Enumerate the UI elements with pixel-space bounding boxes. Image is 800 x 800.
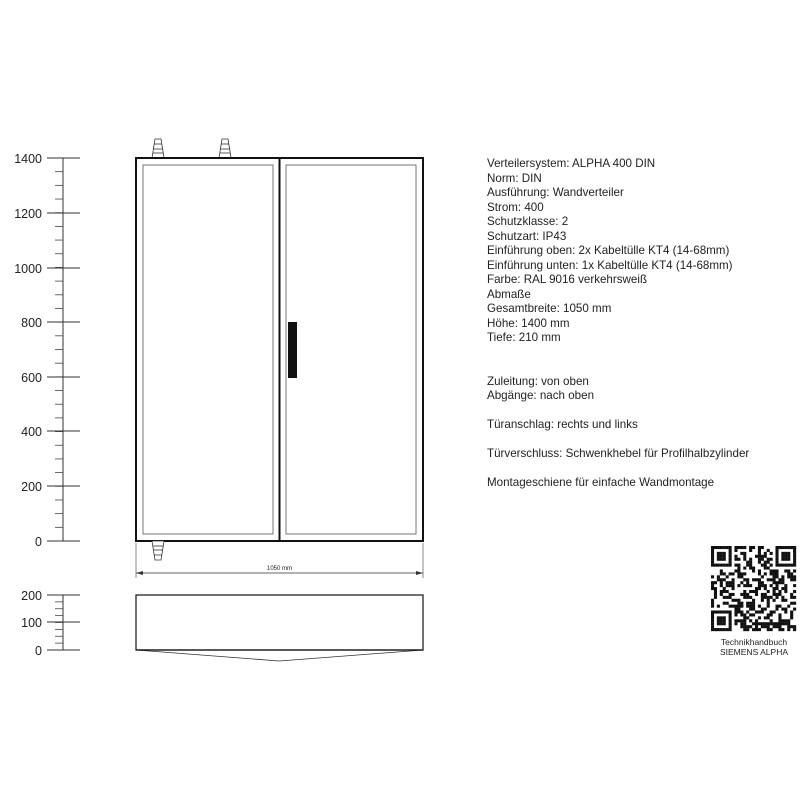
cable-gland-top-right <box>219 139 231 158</box>
qr-caption-line: SIEMENS ALPHA <box>719 647 789 657</box>
qr-caption-line: Technikhandbuch <box>720 637 788 647</box>
cable-gland-top-left <box>152 139 164 158</box>
spec-line: Farbe: RAL 9016 verkehrsweiß <box>487 273 648 286</box>
spec-line: Schutzklasse: 2 <box>487 215 569 228</box>
scale-label: 1000 <box>14 262 42 276</box>
specification-panel <box>487 157 787 491</box>
scale-label: 100 <box>21 616 42 630</box>
connection-line: Zuleitung: von oben <box>487 374 589 388</box>
scale-label: 400 <box>21 425 42 439</box>
scale-label: 1400 <box>14 152 42 166</box>
scale-label: 800 <box>21 316 42 330</box>
cabinet-top-view <box>136 595 423 661</box>
cable-gland-bottom <box>152 541 164 560</box>
scale-label: 0 <box>35 644 42 658</box>
width-label: 1050 mm <box>266 566 293 572</box>
scale-label: 200 <box>21 589 42 603</box>
depth-scale <box>21 589 80 658</box>
door-lock-line: Türverschluss: Schwenkhebel für Profilhalbzylinder <box>487 447 750 460</box>
scale-label: 600 <box>21 371 42 385</box>
spec-line: Schutzart: IP43 <box>487 229 567 243</box>
spec-line: Tiefe: 210 mm <box>487 331 561 344</box>
connection-line: Abgänge: nach oben <box>487 389 595 402</box>
cabinet-front-view <box>136 158 423 541</box>
front-height-scale <box>14 152 80 549</box>
spec-line: Höhe: 1400 mm <box>487 316 570 330</box>
qr-caption <box>700 637 800 657</box>
spec-line: Ausführung: Wandverteiler <box>487 186 624 199</box>
qr-code-icon <box>711 546 796 631</box>
spec-line: Verteilersystem: ALPHA 400 DIN <box>487 157 656 170</box>
mounting-line: Montageschiene für einfache Wandmontage <box>487 476 715 489</box>
spec-line: Abmaße <box>487 287 531 301</box>
spec-line: Einführung unten: 1x Kabeltülle KT4 (14-68mm) <box>487 258 733 272</box>
door-handle <box>288 322 297 378</box>
spec-line: Gesamtbreite: 1050 mm <box>487 302 612 315</box>
scale-label: 0 <box>35 535 42 549</box>
scale-label: 1200 <box>14 207 42 221</box>
door-hinge-line: Türanschlag: rechts und links <box>487 418 638 431</box>
spec-line: Einführung oben: 2x Kabeltülle KT4 (14-68mm) <box>487 244 730 257</box>
spec-line: Strom: 400 <box>487 200 544 214</box>
scale-label: 200 <box>21 480 42 494</box>
spec-line: Norm: DIN <box>487 171 542 185</box>
width-dimension <box>136 543 423 578</box>
